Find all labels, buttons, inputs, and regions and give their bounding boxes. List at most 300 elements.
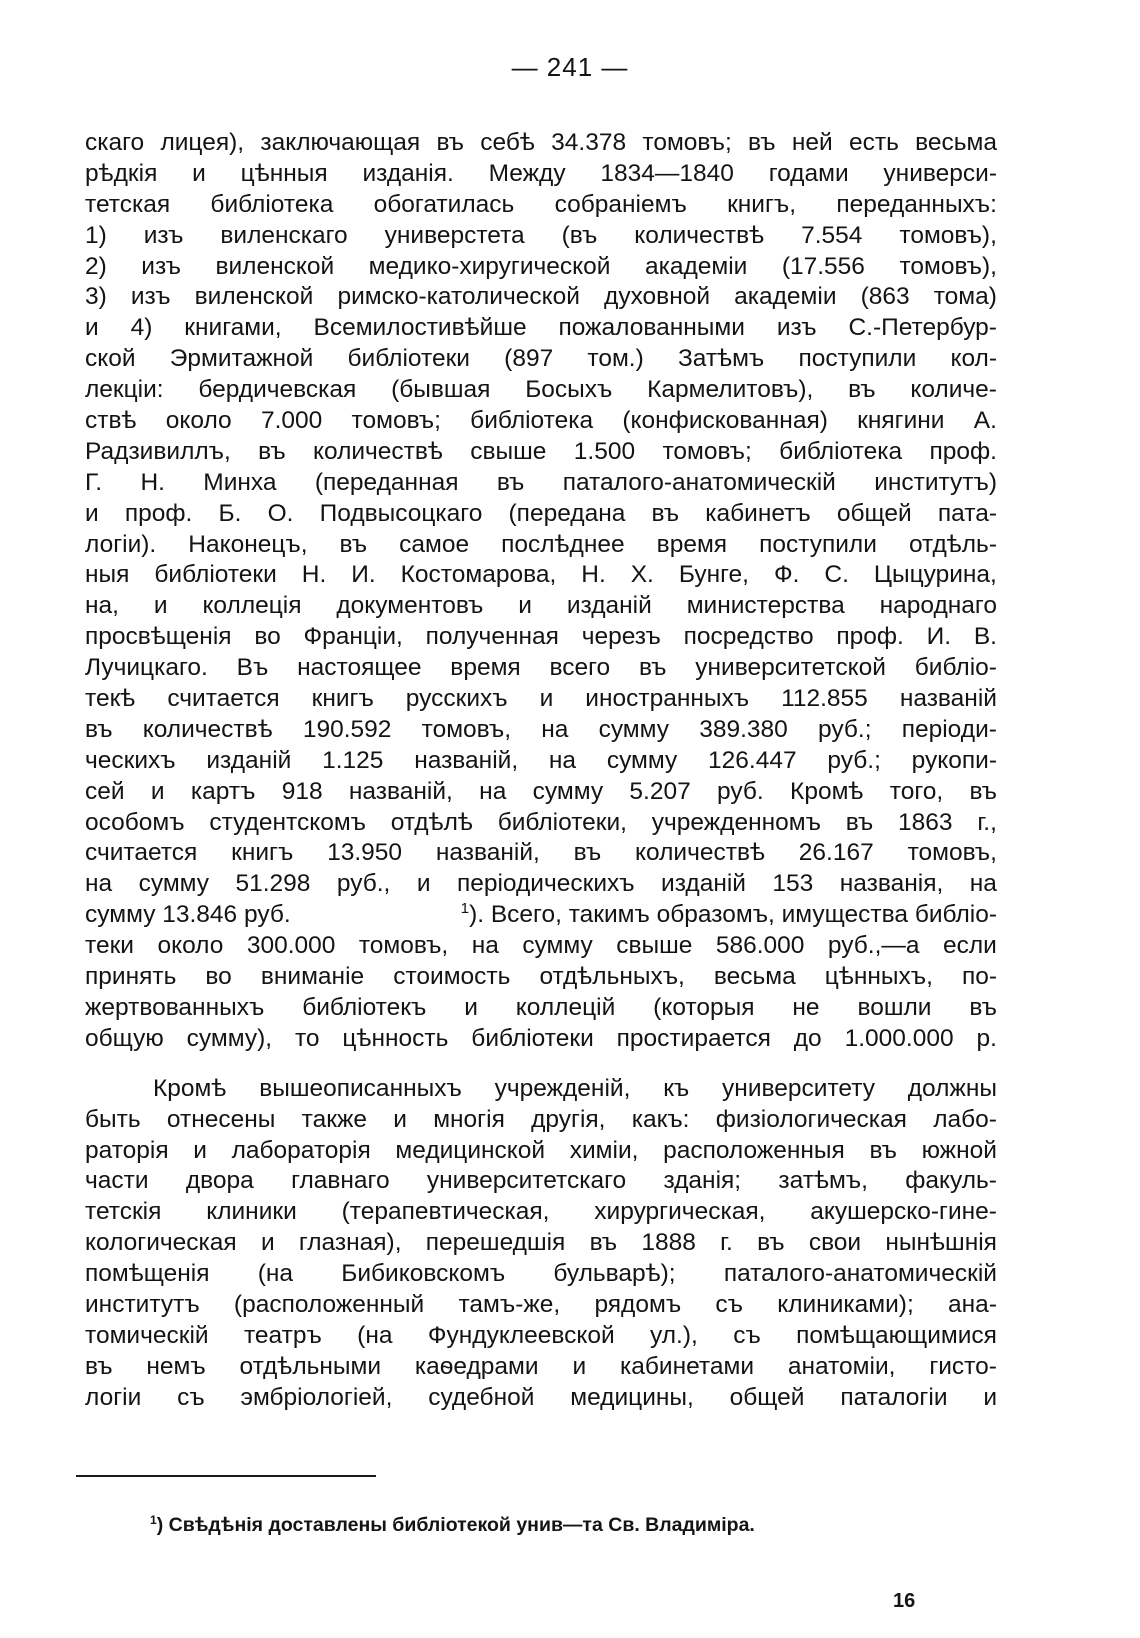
word: раторія (85, 1136, 169, 1164)
text-line (85, 437, 997, 468)
word: быть (85, 1105, 141, 1133)
word: въ (258, 437, 286, 465)
word: книгъ (231, 839, 294, 867)
word: томовъ, (421, 715, 512, 743)
word: не (792, 993, 820, 1021)
word: лабо- (933, 1105, 997, 1133)
word: паталого-анатомическій (723, 1260, 997, 1288)
paragraph-2 (85, 1074, 997, 1414)
text-line-with-footnote (85, 900, 997, 931)
word: и (85, 499, 99, 527)
word: стоимость (393, 963, 511, 991)
text-line (85, 159, 997, 190)
word: акушерско-гине- (810, 1198, 997, 1226)
word: отдѣлѣ (390, 808, 473, 836)
word: нынѣшнія (885, 1229, 997, 1257)
word: русскихъ (405, 685, 508, 713)
word: универстета (384, 221, 525, 249)
word: Бунге, (678, 561, 749, 589)
word: въ (589, 1229, 618, 1257)
word: полученная (425, 623, 559, 651)
word: проф. (929, 437, 997, 465)
word: простирается (616, 1024, 771, 1052)
word: сей (85, 777, 125, 805)
word: Г. (85, 468, 103, 496)
word: руб.,—а (827, 932, 920, 960)
word: названій (899, 685, 997, 713)
word: изданій (566, 592, 652, 620)
word: учрежденій, (494, 1074, 631, 1102)
word: количествѣ (635, 839, 765, 867)
word: томовъ), (899, 221, 997, 249)
word: 1) (85, 221, 107, 249)
signature-mark: 16 (893, 1590, 916, 1612)
word: 26.167 (798, 839, 874, 867)
word: на (969, 870, 997, 898)
word: считается (85, 839, 198, 867)
word: р. (976, 1024, 997, 1052)
word: съ (177, 1383, 205, 1411)
word: Босыхъ (525, 376, 613, 404)
word: пата- (937, 499, 997, 527)
word: руб. (717, 777, 764, 805)
word: и (539, 685, 554, 713)
word: должны (907, 1074, 997, 1102)
word: библіотеки, (497, 808, 627, 836)
text-line (85, 622, 997, 653)
word: изданій (206, 746, 292, 774)
word: ней (791, 129, 833, 156)
word: Х. (630, 561, 654, 589)
word: и (192, 159, 206, 187)
word: отдѣль- (908, 530, 997, 558)
word: въ (573, 839, 602, 867)
word: кологическая (85, 1229, 237, 1257)
word: Радзивиллъ, (85, 437, 231, 465)
word: (863 (860, 283, 910, 311)
text-line (85, 1074, 997, 1105)
word: лекціи: (85, 376, 164, 404)
word: 1834—1840 (600, 159, 734, 187)
text-line (85, 468, 997, 499)
word: академіи (734, 283, 837, 311)
word: (терапевтическая, (341, 1198, 550, 1226)
word: цѣнныя (240, 159, 328, 187)
word: (бывшая (391, 376, 491, 404)
word: 389.380 (699, 715, 788, 743)
text-line (85, 1383, 997, 1414)
word: собраніемъ (554, 190, 687, 218)
word: того, (889, 777, 944, 805)
word: 918 (281, 777, 323, 805)
word: себѣ (480, 129, 535, 156)
word: (на (257, 1260, 294, 1288)
word: том.) (587, 345, 644, 373)
word: римско-католической (337, 283, 580, 311)
text-line (85, 375, 997, 406)
text-line (85, 684, 997, 715)
word: всего (549, 654, 611, 682)
word: отдѣльными (239, 1352, 382, 1380)
word: свои (808, 1229, 862, 1257)
text-line (85, 1136, 997, 1167)
footnote-number: 1 (150, 1512, 157, 1527)
word: и (464, 993, 478, 1021)
word: томовъ; (351, 407, 441, 435)
word: помѣщающимися (796, 1321, 997, 1349)
word: свыше (470, 437, 547, 465)
word: ана- (948, 1290, 997, 1318)
text-line (85, 530, 997, 561)
word: вошли (857, 993, 932, 1021)
word: виленской (215, 252, 335, 280)
word: черезъ (581, 623, 661, 651)
word: 586.000 (715, 932, 805, 960)
word: Въ (236, 654, 269, 682)
word: книгами, (184, 314, 282, 342)
word: во (254, 623, 281, 651)
word: 34.378 (551, 129, 627, 156)
word: особомъ (85, 808, 185, 836)
word: библіотека (210, 190, 334, 218)
word: поступили (759, 530, 877, 558)
word: библіотекъ (302, 993, 427, 1021)
word: (которыя (653, 993, 755, 1021)
word: изъ (141, 252, 181, 280)
word: (897 (504, 345, 554, 373)
word: ческихъ (85, 746, 176, 774)
word: самое (399, 530, 470, 558)
word: С.-Петербур- (848, 314, 997, 342)
footnote-ref-number: 1 (460, 900, 470, 918)
word: 300.000 (246, 932, 336, 960)
word: южной (921, 1136, 997, 1164)
word: г. (720, 1229, 733, 1257)
word: по- (961, 963, 997, 991)
word: Франціи, (303, 623, 403, 651)
word: скаго (85, 129, 145, 156)
text-line (85, 344, 997, 375)
word: текѣ (85, 685, 136, 713)
word: также (301, 1105, 367, 1133)
word: поступили (798, 345, 917, 373)
word: Эрмитажной (169, 345, 314, 373)
word: названій, (348, 777, 453, 805)
word: количе- (910, 376, 997, 404)
text-line (85, 252, 997, 283)
text-segment: ). Всего, такимъ образомъ, имущества библіо- (469, 901, 997, 929)
word: кабинетами (619, 1352, 755, 1380)
word: на (541, 715, 569, 743)
word: Затѣмъ (677, 345, 765, 373)
word: (расположенный (233, 1290, 425, 1318)
word: г., (977, 808, 997, 836)
text-line (85, 1259, 997, 1290)
word: 13.950 (327, 839, 403, 867)
word: 112.855 (781, 685, 868, 713)
word: медицинской (395, 1136, 546, 1164)
word: паталогіи (840, 1383, 948, 1411)
word: (передана (508, 499, 626, 527)
word: Между (488, 159, 566, 187)
text-line (85, 313, 997, 344)
word: коллеція (202, 592, 302, 620)
word: свыше (616, 932, 693, 960)
word: иностранныхъ (585, 685, 750, 713)
word: томовъ, (358, 932, 449, 960)
word: весьма (713, 963, 796, 991)
word: коллецій (515, 993, 616, 1021)
text-line (85, 931, 997, 962)
word: Н. (140, 468, 165, 496)
word: Кромѣ (153, 1074, 227, 1102)
word: университетскаго (426, 1167, 627, 1195)
word: институтъ) (874, 468, 997, 496)
word: 51.298 (235, 870, 311, 898)
word: время (656, 530, 728, 558)
word: руб.; (817, 715, 872, 743)
word: глазная), (298, 1229, 402, 1257)
word: затѣмъ, (778, 1167, 868, 1195)
text-line (85, 221, 997, 252)
word: съ (733, 1321, 761, 1349)
word: народнаго (879, 592, 997, 620)
word: въ (339, 530, 368, 558)
word: жертвованныхъ (85, 993, 265, 1021)
text-line (85, 1352, 997, 1383)
word: Цыцурина, (873, 561, 997, 589)
text-line (85, 869, 997, 900)
word: немъ (146, 1352, 206, 1380)
word: проф. (124, 499, 193, 527)
word: весьма (915, 129, 997, 156)
word: В. (973, 623, 997, 651)
word: и (85, 314, 99, 342)
text-line (85, 1105, 997, 1136)
word: универси- (883, 159, 997, 187)
word: 7.000 (260, 407, 323, 435)
word: названій, (435, 839, 540, 867)
word: и (518, 592, 532, 620)
word: библіотека (470, 407, 594, 435)
word: Наконецъ, (188, 530, 308, 558)
word: главнаго (291, 1167, 390, 1195)
word: 1.500 (573, 437, 636, 465)
word: въ (436, 129, 464, 156)
word: періодическихъ (456, 870, 635, 898)
word: Подвысоцкаго (319, 499, 483, 527)
word: въ (969, 993, 997, 1021)
word: на, (85, 592, 119, 620)
word: общей (836, 499, 912, 527)
word: въ (848, 376, 876, 404)
footnote (150, 1514, 755, 1537)
word: университету (722, 1074, 875, 1102)
word: учрежденномъ (651, 808, 821, 836)
footnote-text: ) Свѣдѣнія доставлены библіотекой унив—та Св. Владиміра. (156, 1514, 755, 1536)
word: ныя (85, 561, 130, 589)
word: другія, (531, 1105, 606, 1133)
word: 5.207 (629, 777, 691, 805)
word: изданія. (362, 159, 454, 187)
text-line (85, 993, 997, 1024)
word: кабинетъ (705, 499, 811, 527)
text-line (85, 777, 997, 808)
word: если (943, 932, 997, 960)
word: министерства (686, 592, 845, 620)
word: вышеописанныхъ (259, 1074, 462, 1102)
word: въ (869, 1136, 897, 1164)
word: просвѣщенія (85, 623, 232, 651)
word: Бибиковскомъ (341, 1260, 506, 1288)
word: какъ: (631, 1105, 690, 1133)
word: руб.; (827, 746, 881, 774)
word: въ (85, 1352, 113, 1380)
word: (на (357, 1321, 393, 1349)
word: Костомарова, (400, 561, 557, 589)
word: тома) (933, 283, 997, 311)
text-line (85, 128, 997, 159)
word: гисто- (929, 1352, 997, 1380)
word: эмбріологіей, (240, 1383, 393, 1411)
text-line (85, 1024, 997, 1055)
word: тамъ-же, (458, 1290, 561, 1318)
word: Кромѣ (790, 777, 864, 805)
word: періоди- (901, 715, 997, 743)
word: заключающая (260, 129, 421, 156)
footnote-divider (76, 1475, 376, 1477)
word: въ (845, 808, 874, 836)
word: (конфискованная) (622, 407, 828, 435)
word: томовъ; (662, 437, 752, 465)
word: пожалованными (558, 314, 745, 342)
word: сумму (606, 746, 678, 774)
word: и (260, 1229, 275, 1257)
word: университетской (695, 654, 886, 682)
word: ской (85, 345, 136, 373)
text-line (85, 282, 997, 313)
footnote-reference (461, 900, 997, 931)
paragraph-1 (85, 128, 997, 1055)
word: тетская (85, 190, 171, 218)
word: Кармелитовъ), (647, 376, 814, 404)
word: логіи). (85, 530, 157, 558)
word: томическій (85, 1321, 209, 1349)
text-line (85, 808, 997, 839)
word: цѣнность (342, 1024, 449, 1052)
word: считается (167, 685, 280, 713)
word: сумму), (186, 1024, 273, 1052)
word: духовной (604, 283, 711, 311)
word: и (150, 777, 165, 805)
text-line (85, 406, 997, 437)
word: названія, (839, 870, 944, 898)
word: руб., (336, 870, 391, 898)
word: переданныхъ: (836, 190, 997, 218)
word: посредство (683, 623, 814, 651)
page-number: — 241 — (511, 52, 629, 82)
word: Лучицкаго. (85, 654, 208, 682)
text-segment: сумму 13.846 руб. (85, 901, 291, 929)
word: документовъ (336, 592, 484, 620)
word: бульварѣ); (553, 1260, 676, 1288)
word: бердичевская (198, 376, 357, 404)
word: изъ (776, 314, 817, 342)
word: Минха (203, 468, 277, 496)
word: А. (973, 407, 997, 435)
word: виленскаго (220, 221, 348, 249)
word: количествѣ (142, 715, 273, 743)
word: С. (824, 561, 849, 589)
word: общей (729, 1383, 805, 1411)
word: Н. (581, 561, 606, 589)
word: около (157, 932, 224, 960)
word: сумму (598, 715, 670, 743)
word: зданія; (663, 1167, 742, 1195)
text-line (85, 1197, 997, 1228)
text-line (85, 560, 997, 591)
text-line (85, 838, 997, 869)
word: послѣднее (501, 530, 625, 558)
word: сумму (522, 932, 593, 960)
word: время (450, 654, 521, 682)
word: библіотека (779, 437, 903, 465)
word: виленской (194, 283, 314, 311)
word: и (193, 1136, 207, 1164)
word: 1863 (898, 808, 953, 836)
word: 2) (85, 252, 107, 280)
text-line (85, 499, 997, 530)
text-line (85, 746, 997, 777)
word: Ф. (773, 561, 800, 589)
word: есть (848, 129, 899, 156)
word: общую (85, 1024, 164, 1052)
word: хирургическая, (594, 1198, 766, 1226)
word: съ (715, 1290, 743, 1318)
word: количествѣ (634, 221, 765, 249)
word: картъ (190, 777, 256, 805)
word: то (294, 1024, 320, 1052)
word: физіологическая (715, 1105, 907, 1133)
word: рѣдкія (85, 159, 158, 187)
word: на (85, 870, 113, 898)
word: въ (748, 129, 776, 156)
word: отдѣльныхъ, (539, 963, 685, 991)
word: книгъ, (727, 190, 797, 218)
word: и (416, 870, 431, 898)
word: химіи, (569, 1136, 639, 1164)
word: библіотеки (471, 1024, 594, 1052)
word: библіотеки (154, 561, 277, 589)
text-line (85, 1290, 997, 1321)
word: годами (768, 159, 849, 187)
word: къ (663, 1074, 690, 1102)
word: изданій (661, 870, 746, 898)
word: двора (185, 1167, 254, 1195)
word: ул.), (650, 1321, 698, 1349)
word: 1.000.000 (844, 1024, 954, 1052)
word: 1.125 (322, 746, 384, 774)
word: въ (969, 777, 997, 805)
word: въ (757, 1229, 785, 1257)
word: кол- (950, 345, 997, 373)
text-line (85, 962, 997, 993)
word: 3) (85, 283, 107, 311)
word: библіо- (914, 654, 997, 682)
word: части (85, 1167, 149, 1195)
word: многія (433, 1105, 505, 1133)
word: и (393, 1105, 407, 1133)
